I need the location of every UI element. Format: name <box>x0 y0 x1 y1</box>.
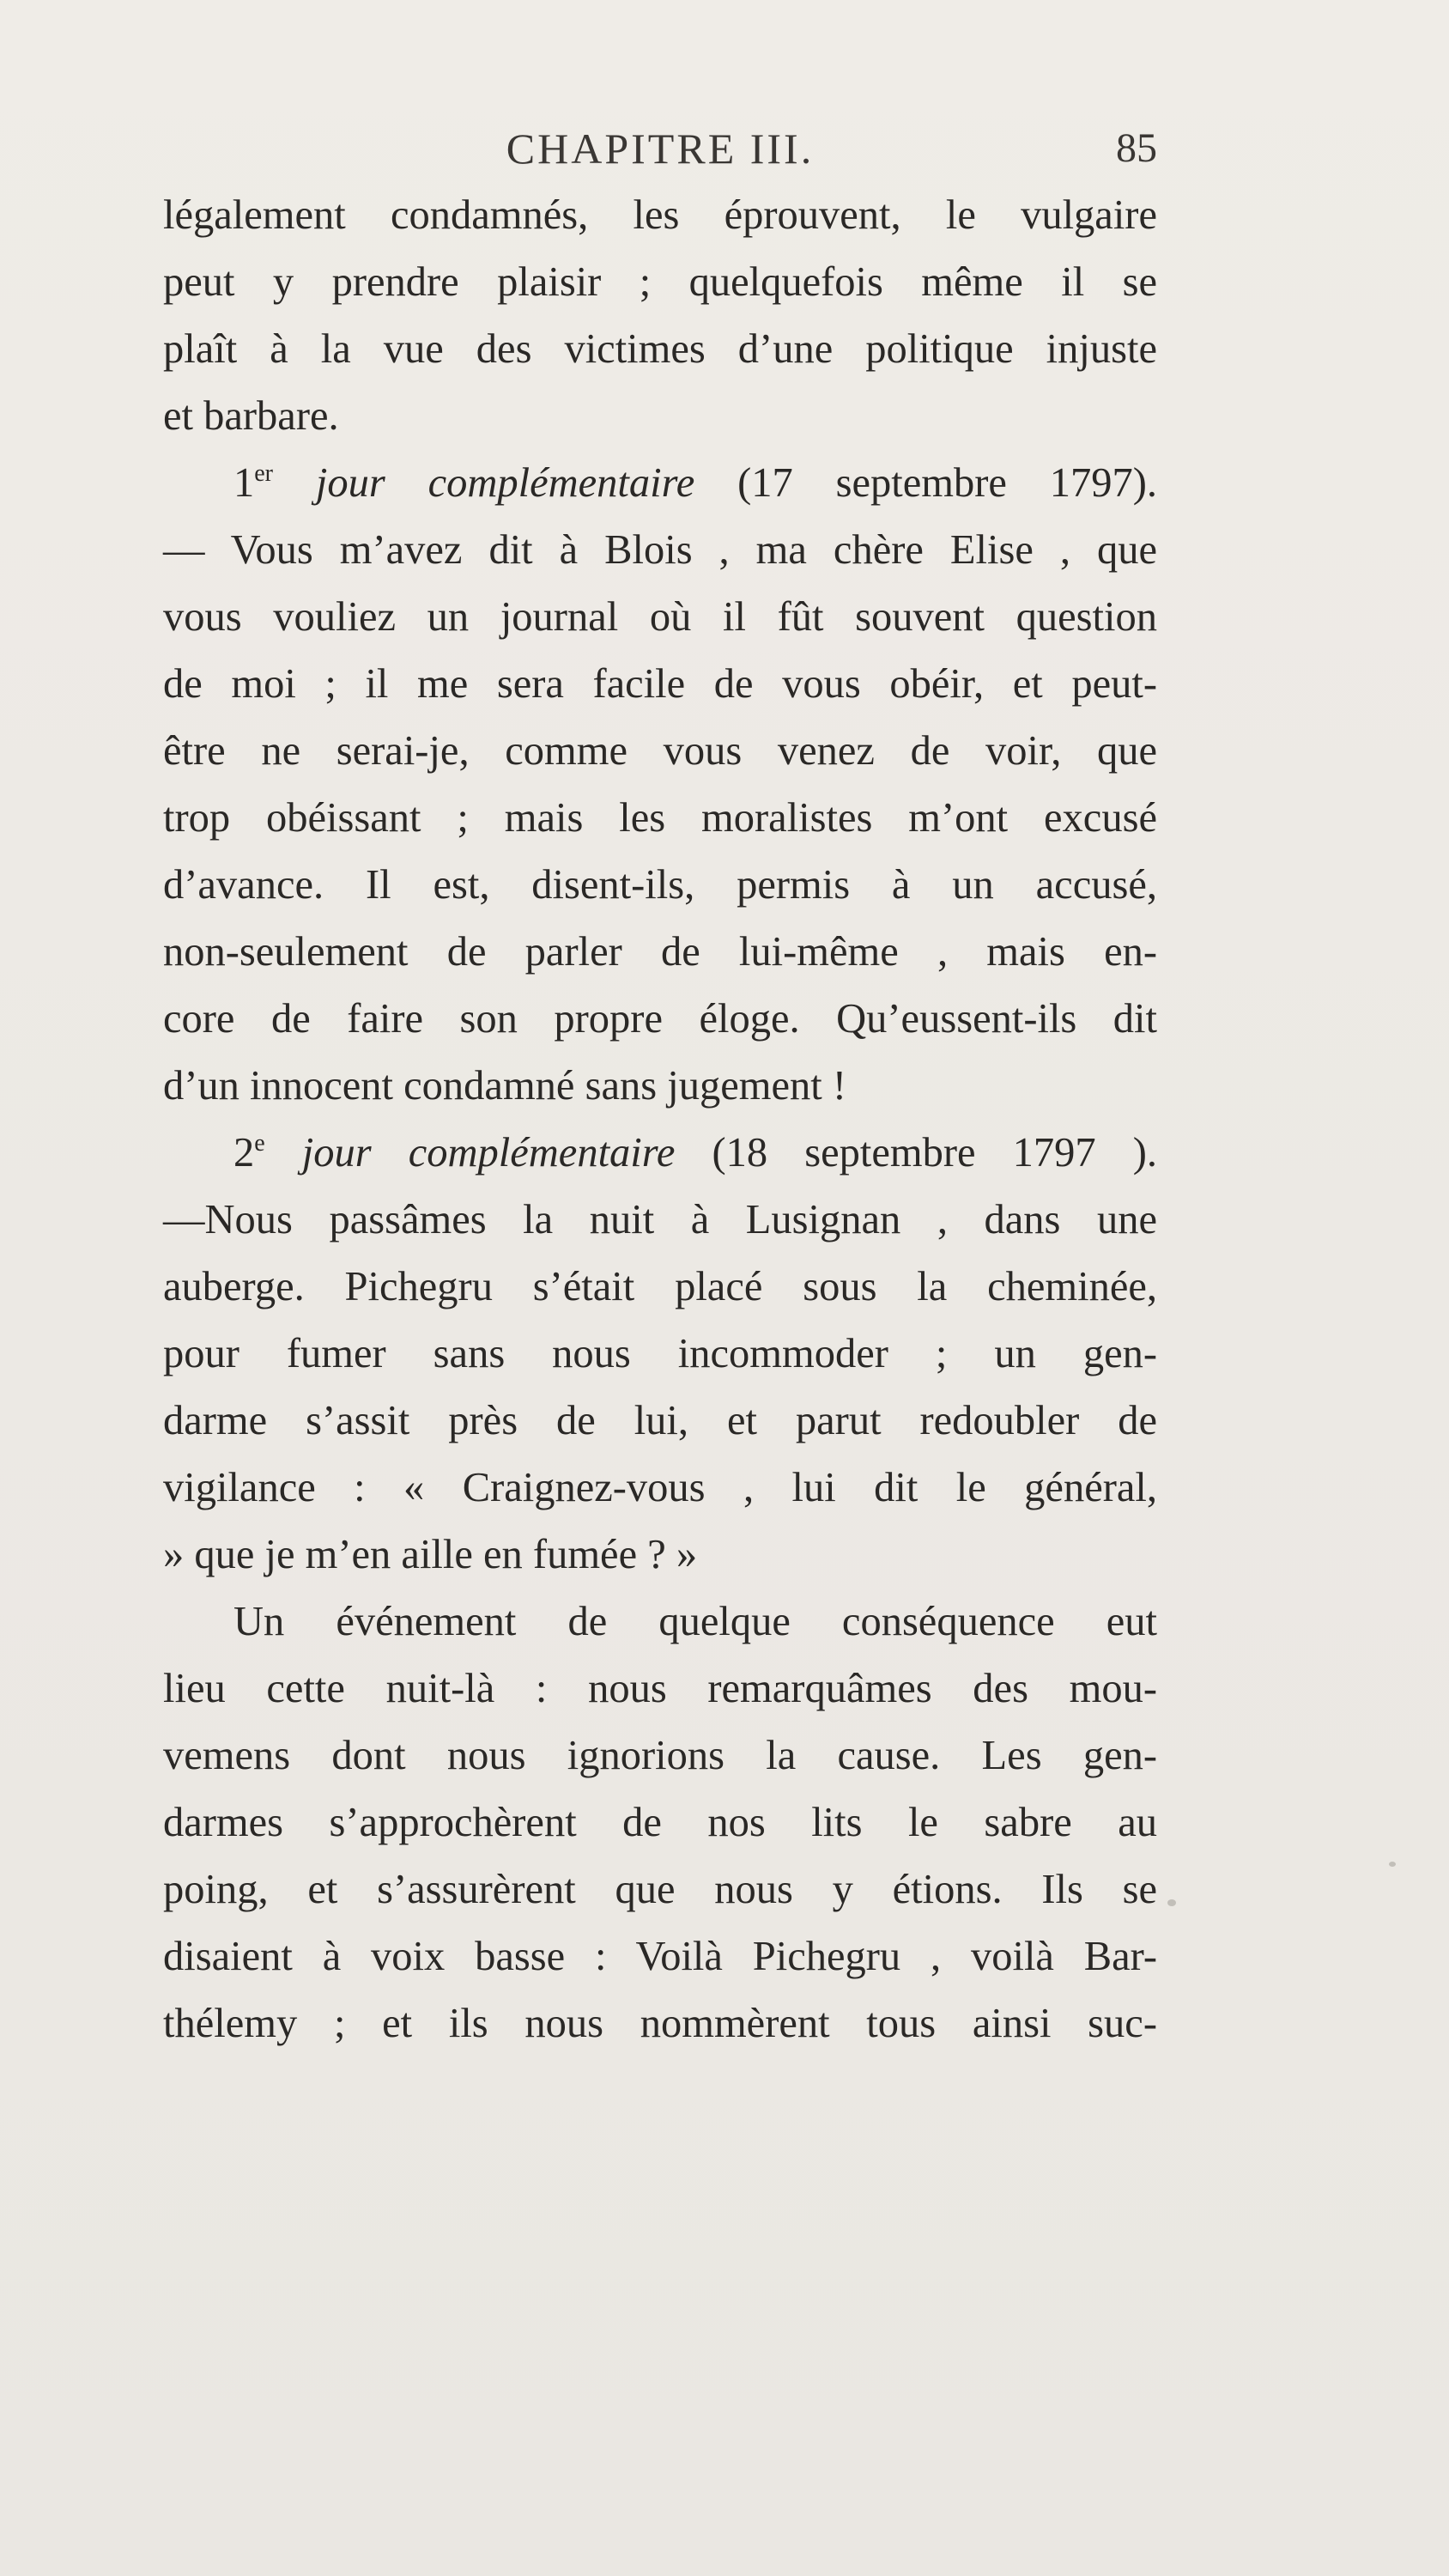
text-line-14: d’un innocent condamné sans jugement ! <box>163 1063 846 1109</box>
text-line-10: trop obéissant ; mais les moralistes m’ont excusé <box>163 795 1157 841</box>
running-head <box>163 118 1157 179</box>
paper-speck <box>1389 1862 1396 1867</box>
entry-1-date: (17 septembre 1797). <box>737 460 1158 506</box>
text-line-16: —Nous passâmes la nuit à Lusignan , dans une <box>163 1197 1157 1242</box>
text-line-25: darmes s’approchèrent de nos lits le sabre au <box>163 1800 1157 1845</box>
text-line-4: et barbare. <box>163 393 339 439</box>
text-line-21: » que je m’en aille en fumée ? » <box>163 1532 698 1577</box>
page-number: 85 <box>1116 125 1157 171</box>
text-line-3: plaît à la vue des victimes d’une politique injuste <box>163 326 1157 372</box>
entry-2-day-superscript: e <box>254 1130 265 1157</box>
text-line-23: lieu cette nuit-là : nous remarquâmes des mou- <box>163 1666 1157 1711</box>
text-line-24: vemens dont nous ignorions la cause. Les gen- <box>163 1733 1157 1778</box>
text-line-1: légalement condamnés, les éprouvent, le vulgaire <box>163 192 1157 238</box>
text-line-19: darme s’assit près de lui, et parut redoubler de <box>163 1398 1157 1443</box>
entry-1-day-superscript: er <box>254 460 274 487</box>
text-line-9: être ne serai-je, comme vous venez de voir, que <box>163 728 1157 774</box>
text-line-20: vigilance : « Craignez-vous , lui dit le général, <box>163 1465 1157 1510</box>
text-line-2: peut y prendre plaisir ; quelquefois même il se <box>163 259 1157 305</box>
chapter-title: CHAPITRE III. <box>506 125 815 173</box>
text-line-18: pour fumer sans nous incommoder ; un gen- <box>163 1331 1157 1376</box>
entry-1-day-label: jour complémentaire <box>315 460 695 506</box>
text-line-17: auberge. Pichegru s’était placé sous la cheminée, <box>163 1264 1157 1309</box>
body-text <box>163 182 1157 2057</box>
entry-2-day-number: 2 <box>233 1130 255 1176</box>
paper-speck <box>1167 1899 1176 1906</box>
entry-heading-1 <box>163 450 1157 517</box>
text-line-13: core de faire son propre éloge. Qu’eussent-ils dit <box>163 996 1157 1042</box>
text-line-6: — Vous m’avez dit à Blois , ma chère Elise , que <box>163 527 1157 573</box>
text-line-27: disaient à voix basse : Voilà Pichegru , voilà Bar- <box>163 1934 1157 1979</box>
text-line-22: Un événement de quelque conséquence eut <box>233 1599 1157 1644</box>
entry-1-day-number: 1 <box>233 460 255 506</box>
text-line-7: vous vouliez un journal où il fût souvent question <box>163 594 1157 640</box>
text-line-8: de moi ; il me sera facile de vous obéir, et peut- <box>163 661 1157 707</box>
text-line-12: non-seulement de parler de lui-même , mais en- <box>163 929 1157 975</box>
text-line-11: d’avance. Il est, disent-ils, permis à un accusé, <box>163 862 1157 908</box>
text-line-28: thélemy ; et ils nous nommèrent tous ainsi suc- <box>163 2001 1157 2046</box>
text-line-26: poing, et s’assurèrent que nous y étions. Ils se <box>163 1867 1157 1912</box>
entry-2-day-label: jour complémentaire <box>301 1130 676 1176</box>
entry-2-date: (18 septembre 1797 ). <box>712 1130 1157 1176</box>
entry-heading-2 <box>163 1120 1157 1187</box>
